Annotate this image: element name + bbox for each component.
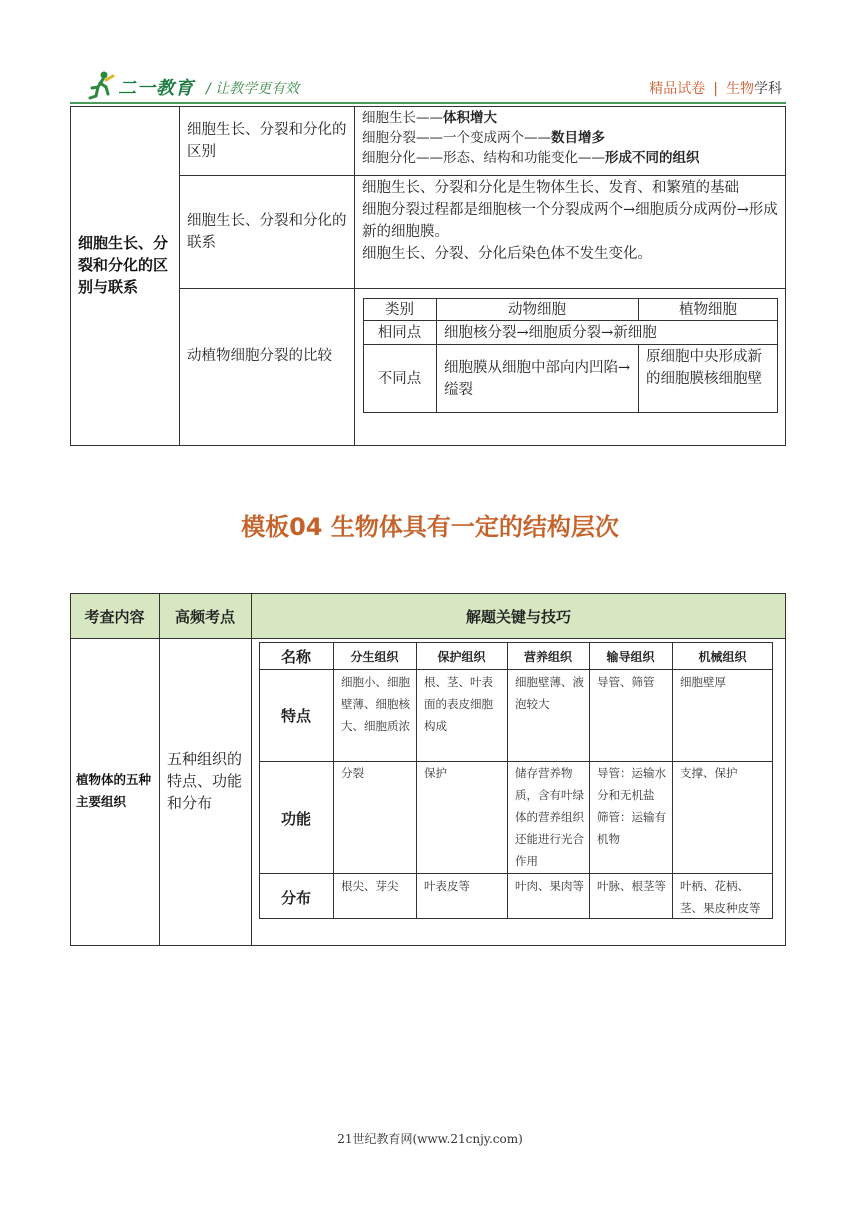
running-man-logo-icon (86, 70, 118, 100)
tissue-divider (416, 642, 417, 919)
table2-point: 五种组织的特点、功能和分布 (167, 750, 243, 812)
header-separator: | (713, 81, 718, 97)
brand-slogan: / 让教学更有效 (206, 81, 300, 97)
compare-header-animal: 动物细胞 (508, 302, 566, 318)
tissue-header-conductive: 输导组织 (606, 650, 655, 664)
compare-divider (363, 344, 778, 345)
compare-divider (638, 344, 639, 413)
compare-same-label: 相同点 (377, 325, 422, 341)
tissue-cell: 叶脉、根茎等 (597, 879, 666, 893)
table2-topic: 植物体的五种主要组织 (76, 772, 152, 809)
tissue-cell: 细胞小、细胞壁薄、细胞核大、细胞质浓 (341, 675, 410, 733)
table1-col-divider (179, 106, 180, 446)
table1-difference-content (362, 108, 782, 168)
tissue-divider (259, 669, 773, 670)
table1-point-comparison: 动植物细胞分裂的比较 (187, 348, 332, 364)
tissue-row-label-feature: 特点 (280, 707, 311, 725)
table1-col-divider (354, 106, 355, 446)
header-divider (70, 102, 786, 104)
table2-row-divider (70, 638, 786, 639)
tissue-cell: 支撑、保护 (680, 766, 738, 780)
tissue-cell: 分裂 (341, 766, 364, 780)
tissue-divider (589, 642, 590, 919)
table1-point-difference: 细胞生长、分裂和分化的区别 (187, 122, 347, 160)
table1-relation-content (362, 177, 782, 265)
tissue-divider (259, 873, 773, 874)
tissue-cell: 叶柄、花柄、茎、果皮种皮等 (680, 879, 761, 915)
compare-diff-animal: 细胞膜从细胞中部向内凹陷→缢裂 (444, 360, 631, 398)
header-subject (649, 78, 782, 98)
compare-diff-label: 不同点 (377, 371, 422, 387)
tissue-header-nutrient: 营养组织 (523, 650, 572, 664)
tissue-divider (672, 642, 673, 919)
table2-col-divider (251, 593, 252, 946)
table2-header-topic: 考查内容 (84, 608, 145, 626)
header-premium-label: 精品试卷 (649, 81, 706, 97)
relation-text: 细胞生长、分裂和分化是生物体生长、发育、和繁殖的基础 (362, 180, 739, 196)
table1-row-divider (179, 175, 786, 176)
compare-header-category: 类别 (385, 302, 414, 318)
compare-diff-plant: 原细胞中央形成新的细胞膜核细胞壁 (646, 349, 762, 387)
page-footer: 21世纪教育网(www.21cnjy.com) (337, 1132, 523, 1146)
tissue-row-label-function: 功能 (280, 810, 311, 828)
table1-topic: 细胞生长、分裂和分化的区别与联系 (78, 234, 169, 296)
tissue-divider (333, 642, 334, 919)
tissue-cell: 储存营养物质，含有叶绿体的营养组织还能进行光合作用 (515, 766, 584, 868)
difference-line: 细胞生长——体积增大 (362, 110, 497, 126)
tissue-cell: 细胞壁厚 (680, 675, 726, 689)
section-title: 模板04 生物体具有一定的结构层次 (241, 513, 619, 541)
table2-col-divider (159, 593, 160, 946)
table2-header-point: 高频考点 (174, 608, 235, 626)
tissue-cell: 根、茎、叶表面的表皮细胞构成 (424, 675, 493, 733)
difference-line: 细胞分化——形态、结构和功能变化——形成不同的组织 (362, 150, 700, 166)
tissue-divider (507, 642, 508, 919)
tissue-header-name: 名称 (280, 648, 311, 666)
header-subject-suffix: 学科 (754, 81, 782, 97)
tissue-cell: 叶肉、果肉等 (515, 879, 584, 893)
tissue-cell: 导管、筛管 (597, 675, 655, 689)
relation-text: 细胞生长、分裂、分化后染色体不发生变化。 (362, 246, 652, 262)
table1-point-relation: 细胞生长、分裂和分化的联系 (187, 213, 347, 251)
difference-line: 细胞分裂——一个变成两个——数目增多 (362, 130, 605, 146)
table1-row-divider (179, 288, 786, 289)
tissue-cell: 叶表皮等 (424, 879, 470, 893)
header-subject-name: 生物 (726, 81, 754, 97)
tissue-cell: 保护 (424, 766, 447, 780)
tissue-cell: 根尖、芽尖 (341, 879, 399, 893)
tissue-cell: 细胞壁薄、液泡较大 (515, 675, 584, 711)
relation-text: 细胞分裂过程都是细胞核一个分裂成两个→细胞质分成两份→形成新的细胞膜。 (362, 202, 778, 240)
compare-same-value: 细胞核分裂→细胞质分裂→新细胞 (444, 325, 657, 341)
compare-header-plant: 植物细胞 (679, 302, 737, 318)
tissue-header-mechanical: 机械组织 (698, 650, 747, 664)
tissue-row-label-distribution: 分布 (280, 889, 311, 907)
tissue-header-meristem: 分生组织 (350, 650, 399, 664)
brand-name: 二一教育 (118, 78, 194, 99)
tissue-cell: 导管：运输水分和无机盐 筛管：运输有机物 (597, 766, 666, 846)
table2-header-key: 解题关键与技巧 (465, 608, 571, 626)
tissue-header-protective: 保护组织 (437, 650, 486, 664)
